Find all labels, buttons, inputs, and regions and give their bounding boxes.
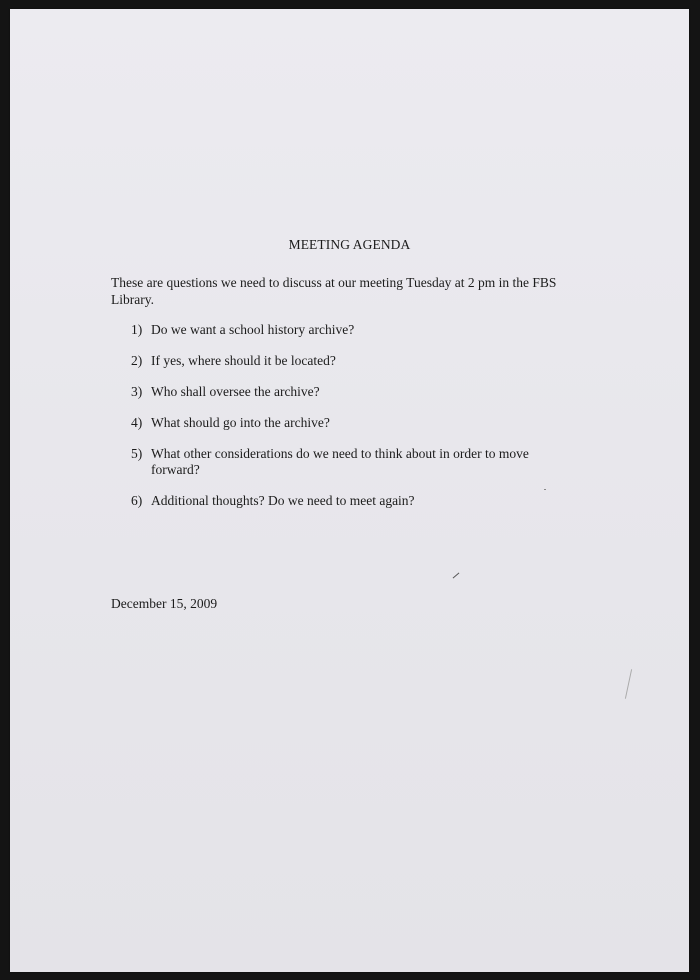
paper-scratch [625, 669, 632, 699]
agenda-item-text: Do we want a school history archive? [151, 322, 355, 337]
agenda-item [111, 415, 581, 431]
agenda-item-number: 2) [131, 353, 143, 368]
intro-paragraph: These are questions we need to discuss at our meeting Tuesday at 2 pm in the FBS Library. [111, 275, 557, 307]
pen-mark [453, 573, 460, 579]
ink-speck [544, 489, 546, 490]
agenda-list [111, 322, 581, 524]
agenda-item-text: Additional thoughts? Do we need to meet again? [151, 493, 415, 508]
document-title: MEETING AGENDA [288, 237, 411, 252]
agenda-item-text: What other considerations do we need to think about in order to move forward? [151, 446, 529, 477]
agenda-item [111, 384, 581, 400]
document-date: December 15, 2009 [111, 596, 218, 611]
agenda-item-number: 4) [131, 415, 143, 430]
agenda-item-number: 3) [131, 384, 143, 399]
paper-sheet [10, 9, 689, 972]
agenda-item [111, 353, 581, 369]
agenda-item-number: 6) [131, 493, 143, 508]
agenda-item [111, 446, 581, 478]
agenda-item [111, 493, 581, 509]
agenda-item-number: 1) [131, 322, 143, 337]
agenda-item-number: 5) [131, 446, 143, 461]
agenda-item-text: Who shall oversee the archive? [151, 384, 320, 399]
agenda-item [111, 322, 581, 338]
agenda-item-text: If yes, where should it be located? [151, 353, 336, 368]
agenda-item-text: What should go into the archive? [151, 415, 330, 430]
